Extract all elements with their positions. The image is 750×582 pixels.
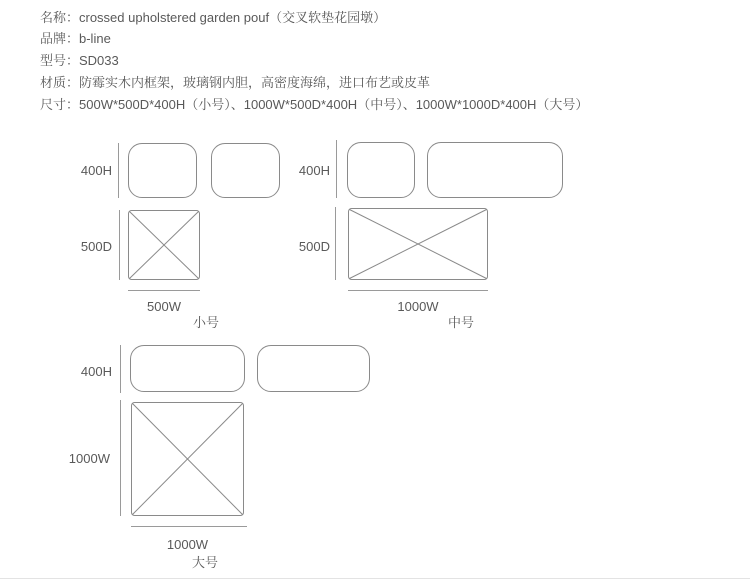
large-size-name: 大号 — [192, 555, 219, 570]
medium-depth-dim-label: 500D — [298, 239, 330, 254]
medium-depth-dim-line — [335, 207, 336, 280]
large-front-view-right — [257, 345, 370, 392]
product-brand: 品牌：b-line — [40, 31, 111, 46]
page-bottom-divider — [0, 578, 750, 579]
medium-top-view — [348, 208, 488, 285]
small-front-view-right — [211, 143, 280, 198]
small-front-view-left — [128, 143, 197, 198]
large-depth-dim-label: 1000W — [68, 451, 110, 466]
large-front-view-left — [130, 345, 245, 392]
large-top-view — [131, 402, 244, 521]
product-name: 名称：crossed upholstered garden pouf（交叉软垫花园墩） — [40, 10, 387, 25]
large-width-dim-line — [131, 526, 247, 527]
product-material: 材质：防霉实木内框架，玻璃钢内胆，高密度海绵，进口布艺或皮革 — [40, 75, 431, 90]
medium-width-dim-label: 1000W — [397, 299, 439, 314]
medium-height-dim-line — [336, 140, 337, 198]
small-height-dim-line — [118, 143, 119, 198]
small-depth-dim-label: 500D — [80, 239, 112, 254]
large-height-dim-line — [120, 345, 121, 393]
small-top-view — [128, 210, 200, 285]
small-width-dim-line — [128, 290, 200, 291]
small-depth-dim-line — [119, 210, 120, 280]
large-height-dim-label: 400H — [80, 364, 112, 379]
small-size-name: 小号 — [193, 315, 220, 330]
product-sizes: 尺寸：500W*500D*400H（小号）、1000W*500D*400H（中号）、1000W*1000D*400H（大号） — [40, 97, 589, 112]
small-height-dim-label: 400H — [80, 163, 112, 178]
medium-size-name: 中号 — [448, 315, 475, 330]
small-width-dim-label: 500W — [147, 299, 181, 314]
product-model: 型号：SD033 — [40, 53, 119, 68]
medium-width-dim-line — [348, 290, 488, 291]
medium-front-view-left — [347, 142, 415, 198]
large-width-dim-label: 1000W — [166, 537, 209, 552]
large-depth-dim-line — [120, 400, 121, 516]
medium-front-view-right — [427, 142, 563, 198]
medium-height-dim-label: 400H — [298, 163, 330, 178]
